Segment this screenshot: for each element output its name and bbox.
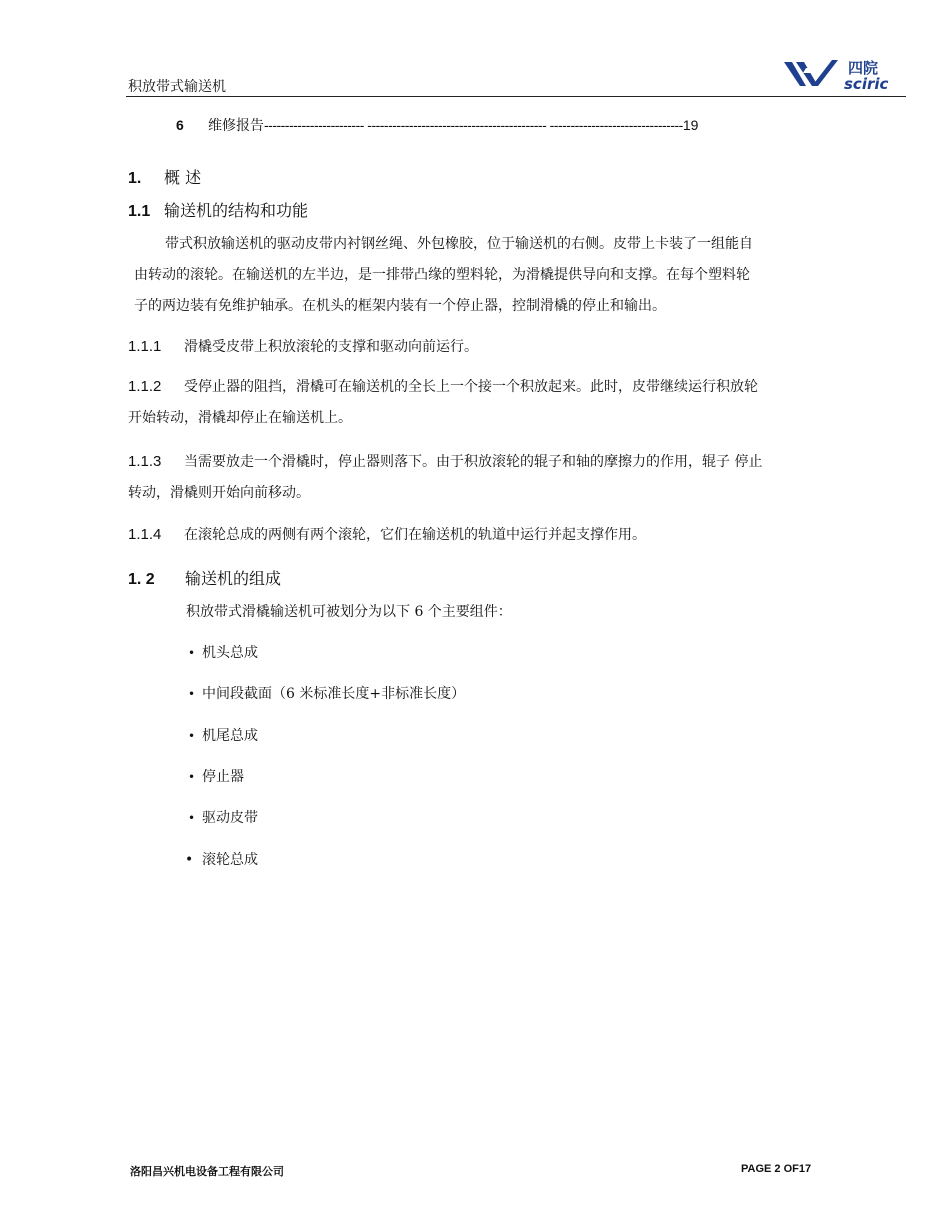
list-item: • 停止器	[188, 769, 244, 785]
list-item: • 滚轮总成	[185, 852, 258, 868]
header-rule	[126, 96, 906, 97]
item-line: 受停止器的阻挡，滑橇可在输送机的全长上一个接一个积放起来。此时，皮带继续运行积放轮	[184, 379, 758, 395]
section-1-1-title: 输送机的结构和功能	[164, 201, 309, 220]
header-title: 积放带式输送机	[128, 79, 226, 95]
item-1-1-4	[128, 519, 868, 551]
section-1-2-title: 输送机的组成	[185, 569, 282, 588]
paragraph-line: 带式积放输送机的驱动皮带内衬钢丝绳、外包橡胶，位于输送机的右侧。皮带上卡装了一组能自	[165, 236, 753, 252]
item-1-1-3	[128, 446, 868, 509]
section-1-heading	[128, 165, 201, 188]
section-1-number: 1.	[128, 170, 142, 187]
section-1-title: 概 述	[164, 168, 202, 187]
toc-number: 6	[176, 117, 184, 133]
footer-page-number: PAGE 2 OF17	[741, 1163, 812, 1175]
item-number: 1.1.3	[128, 453, 162, 470]
section-1-1-heading	[128, 198, 308, 221]
footer-company: 洛阳昌兴机电设备工程有限公司	[130, 1166, 284, 1178]
item-1-1-2	[128, 371, 868, 434]
list-item: • 驱动皮带	[188, 810, 258, 826]
toc-leader: ------------------------ ------------------------------------------- --------------------------------	[264, 117, 683, 133]
item-line: 在滚轮总成的两侧有两个滚轮，它们在输送机的轨道中运行并起支撑作用。	[184, 527, 646, 543]
item-line: 转动，滑橇则开始向前移动。	[128, 485, 310, 501]
section-1-2-number: 1. 2	[128, 571, 155, 588]
bullet-icon: •	[188, 770, 196, 784]
item-1-1-1	[128, 331, 868, 363]
section-1-2-heading	[128, 566, 281, 589]
item-line: 滑橇受皮带上积放滚轮的支撑和驱动向前运行。	[184, 339, 478, 355]
toc-row	[176, 115, 698, 135]
bullet-icon: •	[188, 687, 196, 701]
section-1-1-paragraph	[130, 229, 870, 322]
section-1-1-number: 1.1	[128, 203, 151, 220]
item-number: 1.1.4	[128, 526, 162, 543]
toc-label: 维修报告	[208, 118, 264, 134]
list-item: • 机尾总成	[188, 728, 258, 744]
bullet-icon: •	[188, 811, 196, 825]
company-logo	[782, 56, 906, 94]
logo-text-cn: 四院	[848, 59, 879, 77]
bullet-icon: •	[188, 646, 196, 660]
section-1-2-intro: 积放带式滑橇输送机可被划分为以下 6 个主要组件：	[186, 604, 512, 620]
paragraph-line: 子的两边装有免维护轴承。在机头的框架内装有一个停止器，控制滑橇的停止和输出。	[134, 298, 666, 314]
toc-page: 19	[682, 117, 699, 133]
list-item: • 中间段截面（6 米标准长度+非标准长度）	[188, 686, 466, 702]
item-line: 开始转动，滑橇却停止在输送机上。	[128, 410, 352, 426]
item-number: 1.1.1	[128, 338, 162, 355]
bullet-icon: •	[188, 729, 196, 743]
item-line: 当需要放走一个滑橇时，停止器则落下。由于积放滚轮的辊子和轴的摩擦力的作用，辊子 停止	[184, 454, 763, 470]
item-number: 1.1.2	[128, 378, 162, 395]
logo-text-en: sciric	[844, 75, 889, 93]
list-item: • 机头总成	[188, 645, 258, 661]
bullet-icon: •	[185, 852, 194, 868]
paragraph-line: 由转动的滚轮。在输送机的左半边，是一排带凸缘的塑料轮，为滑橇提供导向和支撑。在每个塑料轮	[134, 267, 750, 283]
